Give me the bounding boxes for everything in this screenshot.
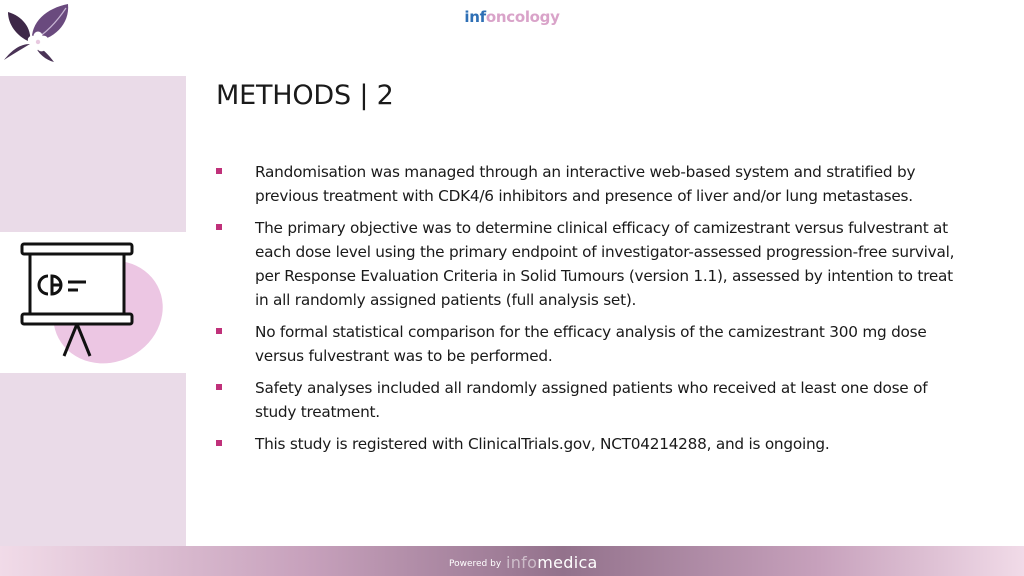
brand-logo <box>0 8 1024 26</box>
bullet-item <box>216 320 956 368</box>
bullet-item <box>216 160 956 208</box>
brand-part-1: inf <box>464 8 486 26</box>
powered-by-label: Powered by <box>449 559 502 569</box>
slide-title: METHODS | 2 <box>216 80 394 111</box>
bullet-text: Safety analyses included all randomly assigned patients who received at least one dose of study treatment. <box>255 379 928 421</box>
infomedica-logo-part-2: medica <box>537 553 598 572</box>
infomedica-logo <box>506 553 598 572</box>
bullet-item <box>216 216 956 312</box>
bullet-marker <box>216 224 222 230</box>
bullet-text: No formal statistical comparison for the efficacy analysis of the camizestrant 300 mg dose versus fulvestrant was to be performed. <box>255 323 927 365</box>
bullet-text: This study is registered with ClinicalTrials.gov, NCT04214288, and is ongoing. <box>255 435 830 453</box>
left-panel-bottom <box>0 373 186 546</box>
presentation-board-icon <box>16 238 172 366</box>
bullet-marker <box>216 384 222 390</box>
left-panel-top <box>0 76 186 232</box>
bullet-item <box>216 376 956 424</box>
infomedica-logo-part-1: info <box>506 553 538 572</box>
bullet-text: Randomisation was managed through an interactive web-based system and stratified by previous treatment with CDK4/6 inhibitors and presence of liver and/or lung metastases. <box>255 163 916 205</box>
bullet-text: The primary objective was to determine clinical efficacy of camizestrant versus fulvestrant at each dose level using the primary endpoint of investigator-assessed progression-free survival, per Response Evaluation Criteria in Solid Tumours (version 1.1), assessed by intention to treat in all randomly assigned patients (full analysis set). <box>255 219 955 309</box>
bullet-marker <box>216 328 222 334</box>
bullet-item <box>216 432 956 456</box>
bullet-marker <box>216 168 222 174</box>
brand-part-2: oncology <box>485 8 560 26</box>
bullet-marker <box>216 440 222 446</box>
bullet-list <box>216 160 956 464</box>
